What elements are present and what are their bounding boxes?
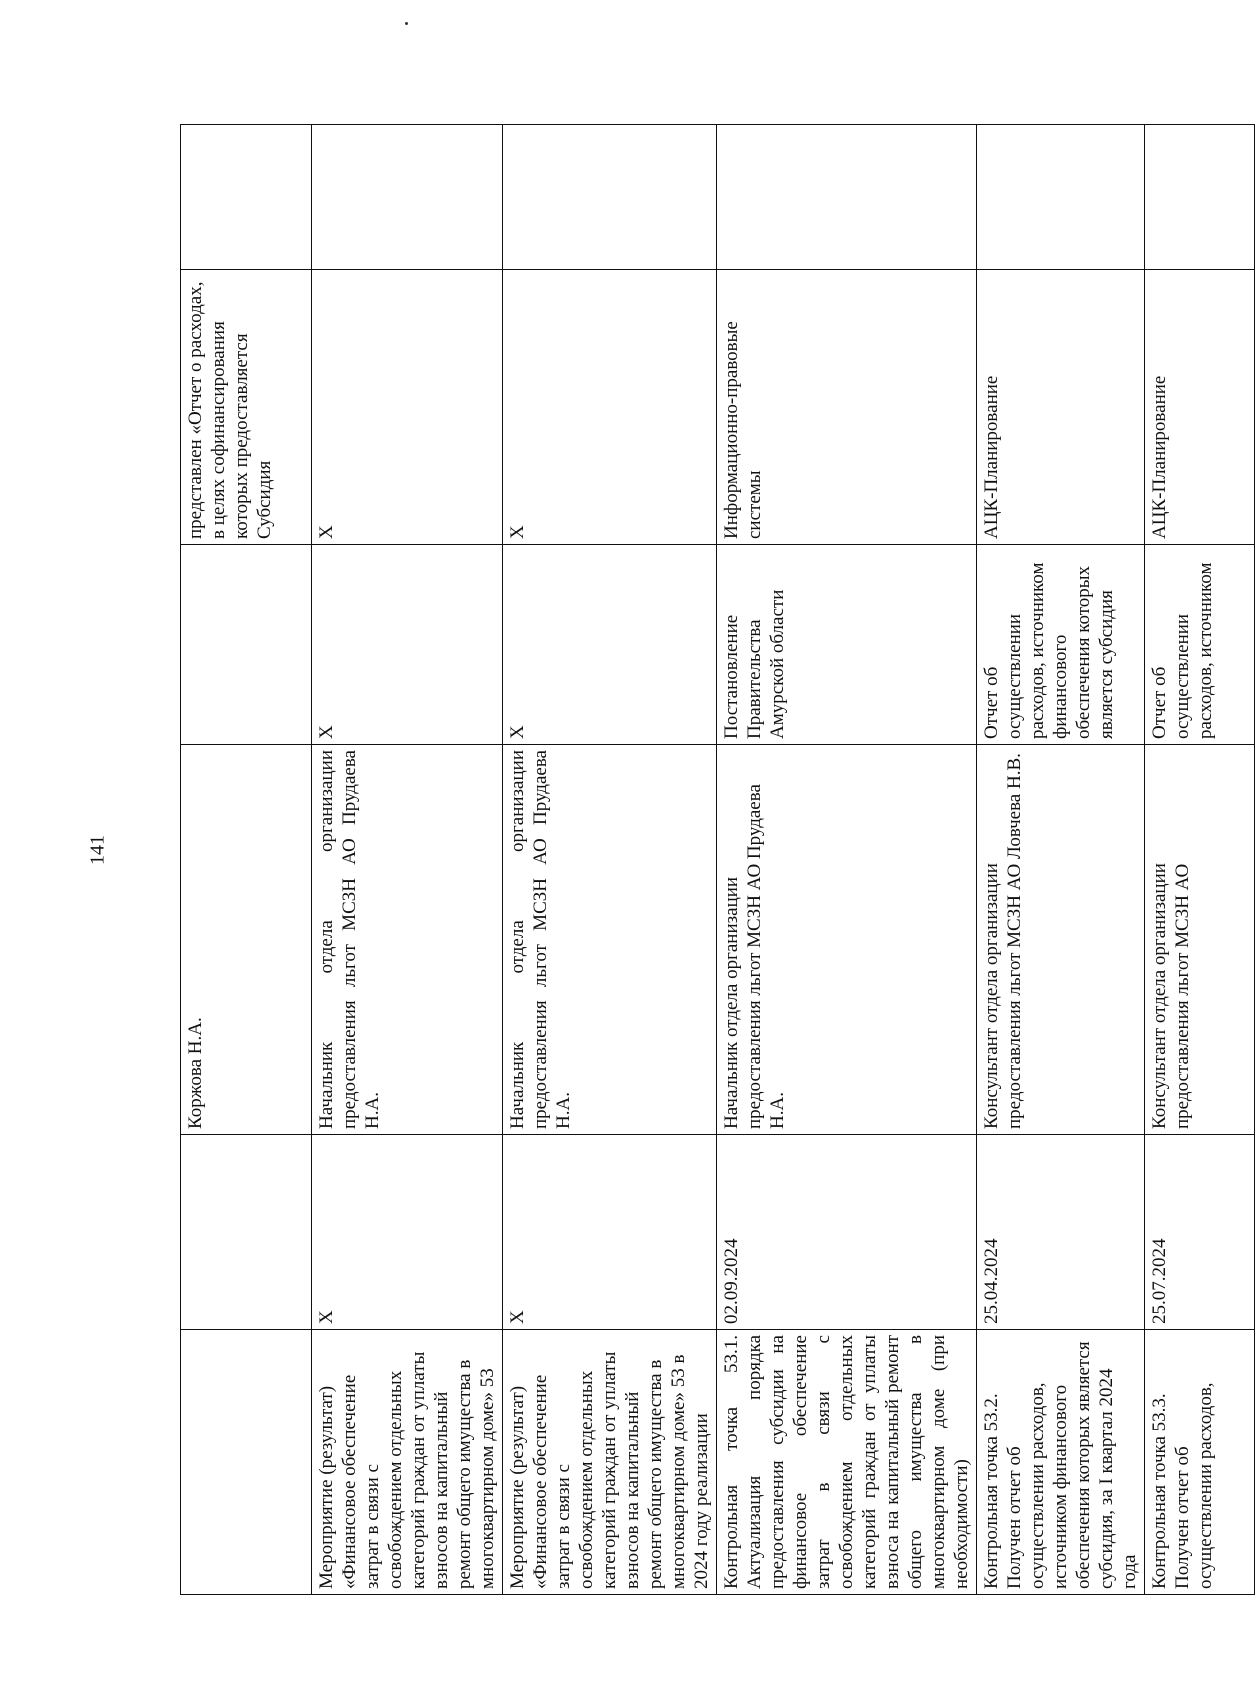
cell-activity: Контрольная точка 53.3. Получен отчет об осуществлении расходов, <box>1145 1330 1255 1595</box>
page-number: 141 <box>86 835 109 865</box>
cell-activity: Контрольная точка 53.1. Актуализация порядка предоставления субсидии на финансовое обеспечение затрат в связи с освобождением отдельных категорий граждан от уплаты взноса на капитальный ремонт общего имущества в многоквартирном доме (при необходимости) <box>717 1330 977 1595</box>
cell-responsible: Коржова Н.А. <box>181 745 312 1135</box>
cell-activity <box>181 1330 312 1595</box>
cell-information-system: АЦК-Планирование <box>977 270 1145 545</box>
table-row <box>503 125 717 1595</box>
cell-responsible: Консультант отдела организации предоставления льгот МСЗН АО <box>1145 745 1255 1135</box>
table-row <box>312 125 503 1595</box>
cell-date: Х <box>312 1135 503 1330</box>
table-row <box>717 125 977 1595</box>
cell-information-system: Х <box>312 270 503 545</box>
cell-information-system: Информационно-правовые системы <box>717 270 977 545</box>
cell-date <box>181 1135 312 1330</box>
cell-responsible: Начальник отдела организации предоставления льгот МСЗН АО Прудаева Н.А. <box>312 745 503 1135</box>
cell-date: 25.07.2024 <box>1145 1135 1255 1330</box>
table-row <box>181 125 312 1595</box>
cell-date: 02.09.2024 <box>717 1135 977 1330</box>
cell-extra <box>1145 125 1255 270</box>
activities-table <box>180 124 1255 1595</box>
cell-extra <box>717 125 977 270</box>
cell-extra <box>181 125 312 270</box>
cell-document <box>181 545 312 745</box>
cell-responsible: Консультант отдела организации предоставления льгот МСЗН АО Ловчева Н.В. <box>977 745 1145 1135</box>
rotated-table-container <box>180 125 1216 1595</box>
cell-document: Х <box>312 545 503 745</box>
table-row <box>1145 125 1255 1595</box>
cell-extra <box>977 125 1145 270</box>
cell-document: Х <box>503 545 717 745</box>
cell-activity: Мероприятие (результат) «Финансовое обеспечение затрат в связи с освобождением отдельных категорий граждан от уплаты взносов на капитальный ремонт общего имущества в многоквартирном доме» 53 в 2024 году реализации <box>503 1330 717 1595</box>
scan-speck <box>405 22 408 25</box>
cell-extra <box>503 125 717 270</box>
cell-activity: Мероприятие (результат) «Финансовое обеспечение затрат в связи с освобождением отдельных категорий граждан от уплаты взносов на капитальный ремонт общего имущества в многоквартирном доме» 53 <box>312 1330 503 1595</box>
cell-document: Отчет об осуществлении расходов, источником <box>1145 545 1255 745</box>
cell-information-system: АЦК-Планирование <box>1145 270 1255 545</box>
cell-responsible: Начальник отдела организации предоставления льгот МСЗН АО Прудаева Н.А. <box>503 745 717 1135</box>
cell-information-system: представлен «Отчет о расходах, в целях софинансирования которых предоставляется Субсидия <box>181 270 312 545</box>
cell-document: Отчет об осуществлении расходов, источником финансового обеспечения которых является субсидия <box>977 545 1145 745</box>
cell-activity: Контрольная точка 53.2. Получен отчет об осуществлении расходов, источником финансового обеспечения которых является субсидия, за I квартал 2024 года <box>977 1330 1145 1595</box>
cell-document: Постановление Правительства Амурской области <box>717 545 977 745</box>
cell-extra <box>312 125 503 270</box>
cell-responsible: Начальник отдела организации предоставления льгот МСЗН АО Прудаева Н.А. <box>717 745 977 1135</box>
cell-date: 25.04.2024 <box>977 1135 1145 1330</box>
cell-date: Х <box>503 1135 717 1330</box>
cell-information-system: Х <box>503 270 717 545</box>
table-row <box>977 125 1145 1595</box>
